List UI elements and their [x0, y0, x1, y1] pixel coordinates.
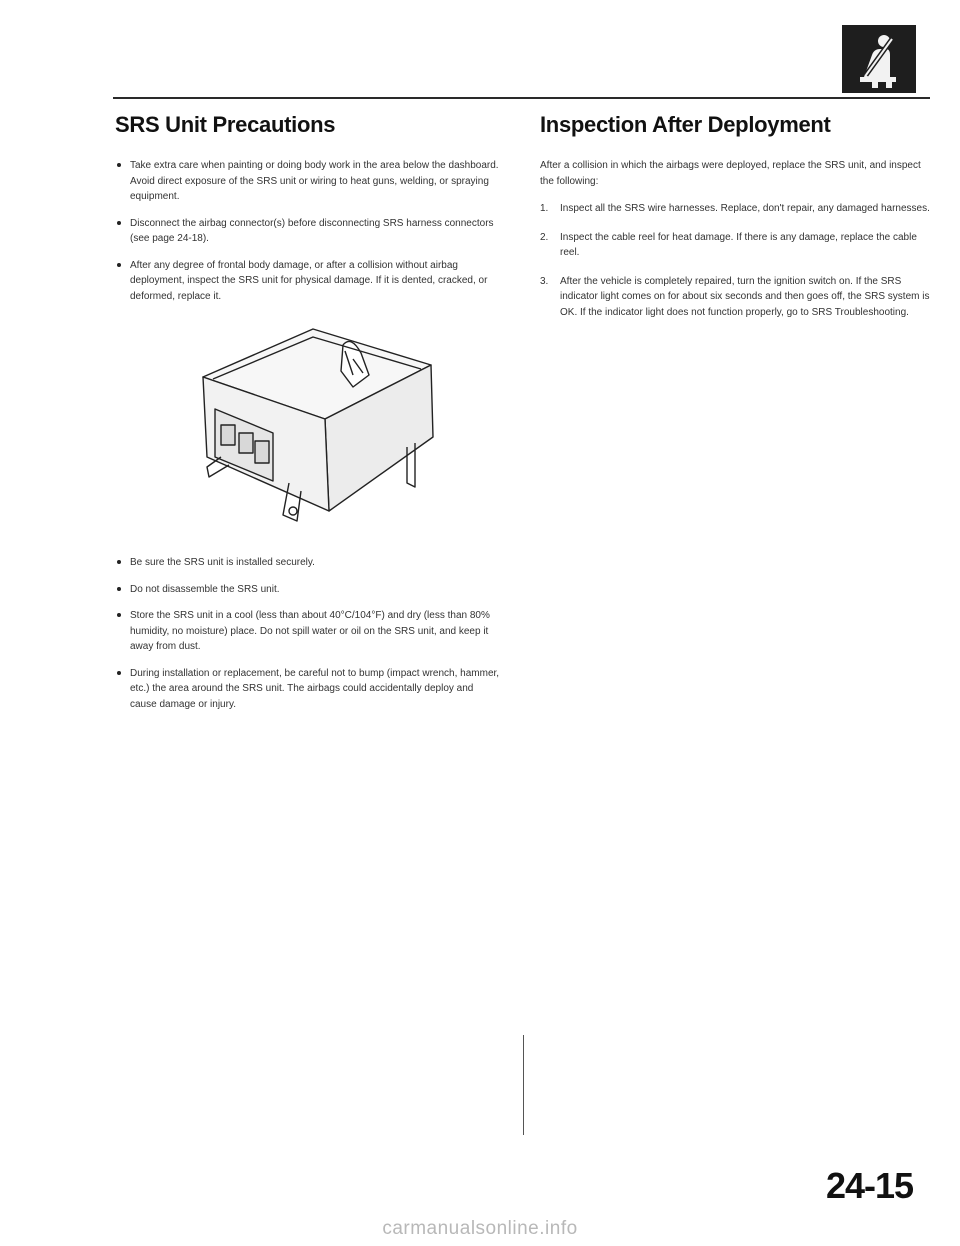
page-number: 24-15 [826, 1165, 914, 1206]
inspection-steps [540, 201, 930, 320]
seatbelt-icon [842, 25, 916, 93]
list-item: Store the SRS unit in a cool (less than about 40°C/104°F) and dry (less than 80% humidity, no moisture) place. Do not spill water or oil on the SRS unit, and keep it away from dust. [115, 608, 501, 655]
list-item: Disconnect the airbag connector(s) before disconnecting SRS harness connectors (see page 24-18). [115, 216, 501, 247]
column-divider [523, 1035, 524, 1135]
list-item [540, 274, 930, 321]
left-column [115, 110, 501, 723]
list-item [540, 201, 930, 217]
srs-unit-illustration [115, 315, 501, 541]
step-text: After the vehicle is completely repaired, turn the ignition switch on. If the SRS indicator light comes on for about six seconds and then goes off, the SRS system is OK. If the indicator light does not function properly, go to SRS Troubleshooting. [560, 275, 930, 318]
list-item: Take extra care when painting or doing body work in the area below the dashboard. Avoid direct exposure of the SRS unit or wiring to heat guns, welding, or spraying equipment. [115, 158, 501, 205]
right-column [540, 110, 930, 333]
list-item: During installation or replacement, be careful not to bump (impact wrench, hammer, etc.) the area around the SRS unit. The airbags could accidentally deploy and cause damage or injury. [115, 666, 501, 713]
list-item: Be sure the SRS unit is installed securely. [115, 555, 501, 571]
header-rule [113, 97, 930, 99]
precautions-list-bottom [115, 555, 501, 712]
step-number: 1. [540, 203, 549, 214]
step-number: 3. [540, 275, 549, 287]
section-title-inspection: Inspection After Deployment [540, 112, 831, 137]
precautions-list-top [115, 158, 501, 304]
section-title-srs-precautions: SRS Unit Precautions [115, 112, 336, 137]
list-item: After any degree of frontal body damage, or after a collision without airbag deployment, inspect the SRS unit for physical damage. If it is dented, cracked, or deformed, replace it. [115, 258, 501, 305]
list-item: Do not disassemble the SRS unit. [115, 582, 501, 598]
watermark: carmanualsonline.info [382, 1218, 578, 1239]
step-number: 2. [540, 231, 549, 243]
step-text: Inspect the cable reel for heat damage. If there is any damage, replace the cable reel. [560, 231, 917, 258]
list-item [540, 230, 930, 261]
step-text: Inspect all the SRS wire harnesses. Replace, don't repair, any damaged harnesses. [560, 203, 930, 214]
inspection-intro: After a collision in which the airbags were deployed, replace the SRS unit, and inspect the following: [540, 160, 921, 187]
